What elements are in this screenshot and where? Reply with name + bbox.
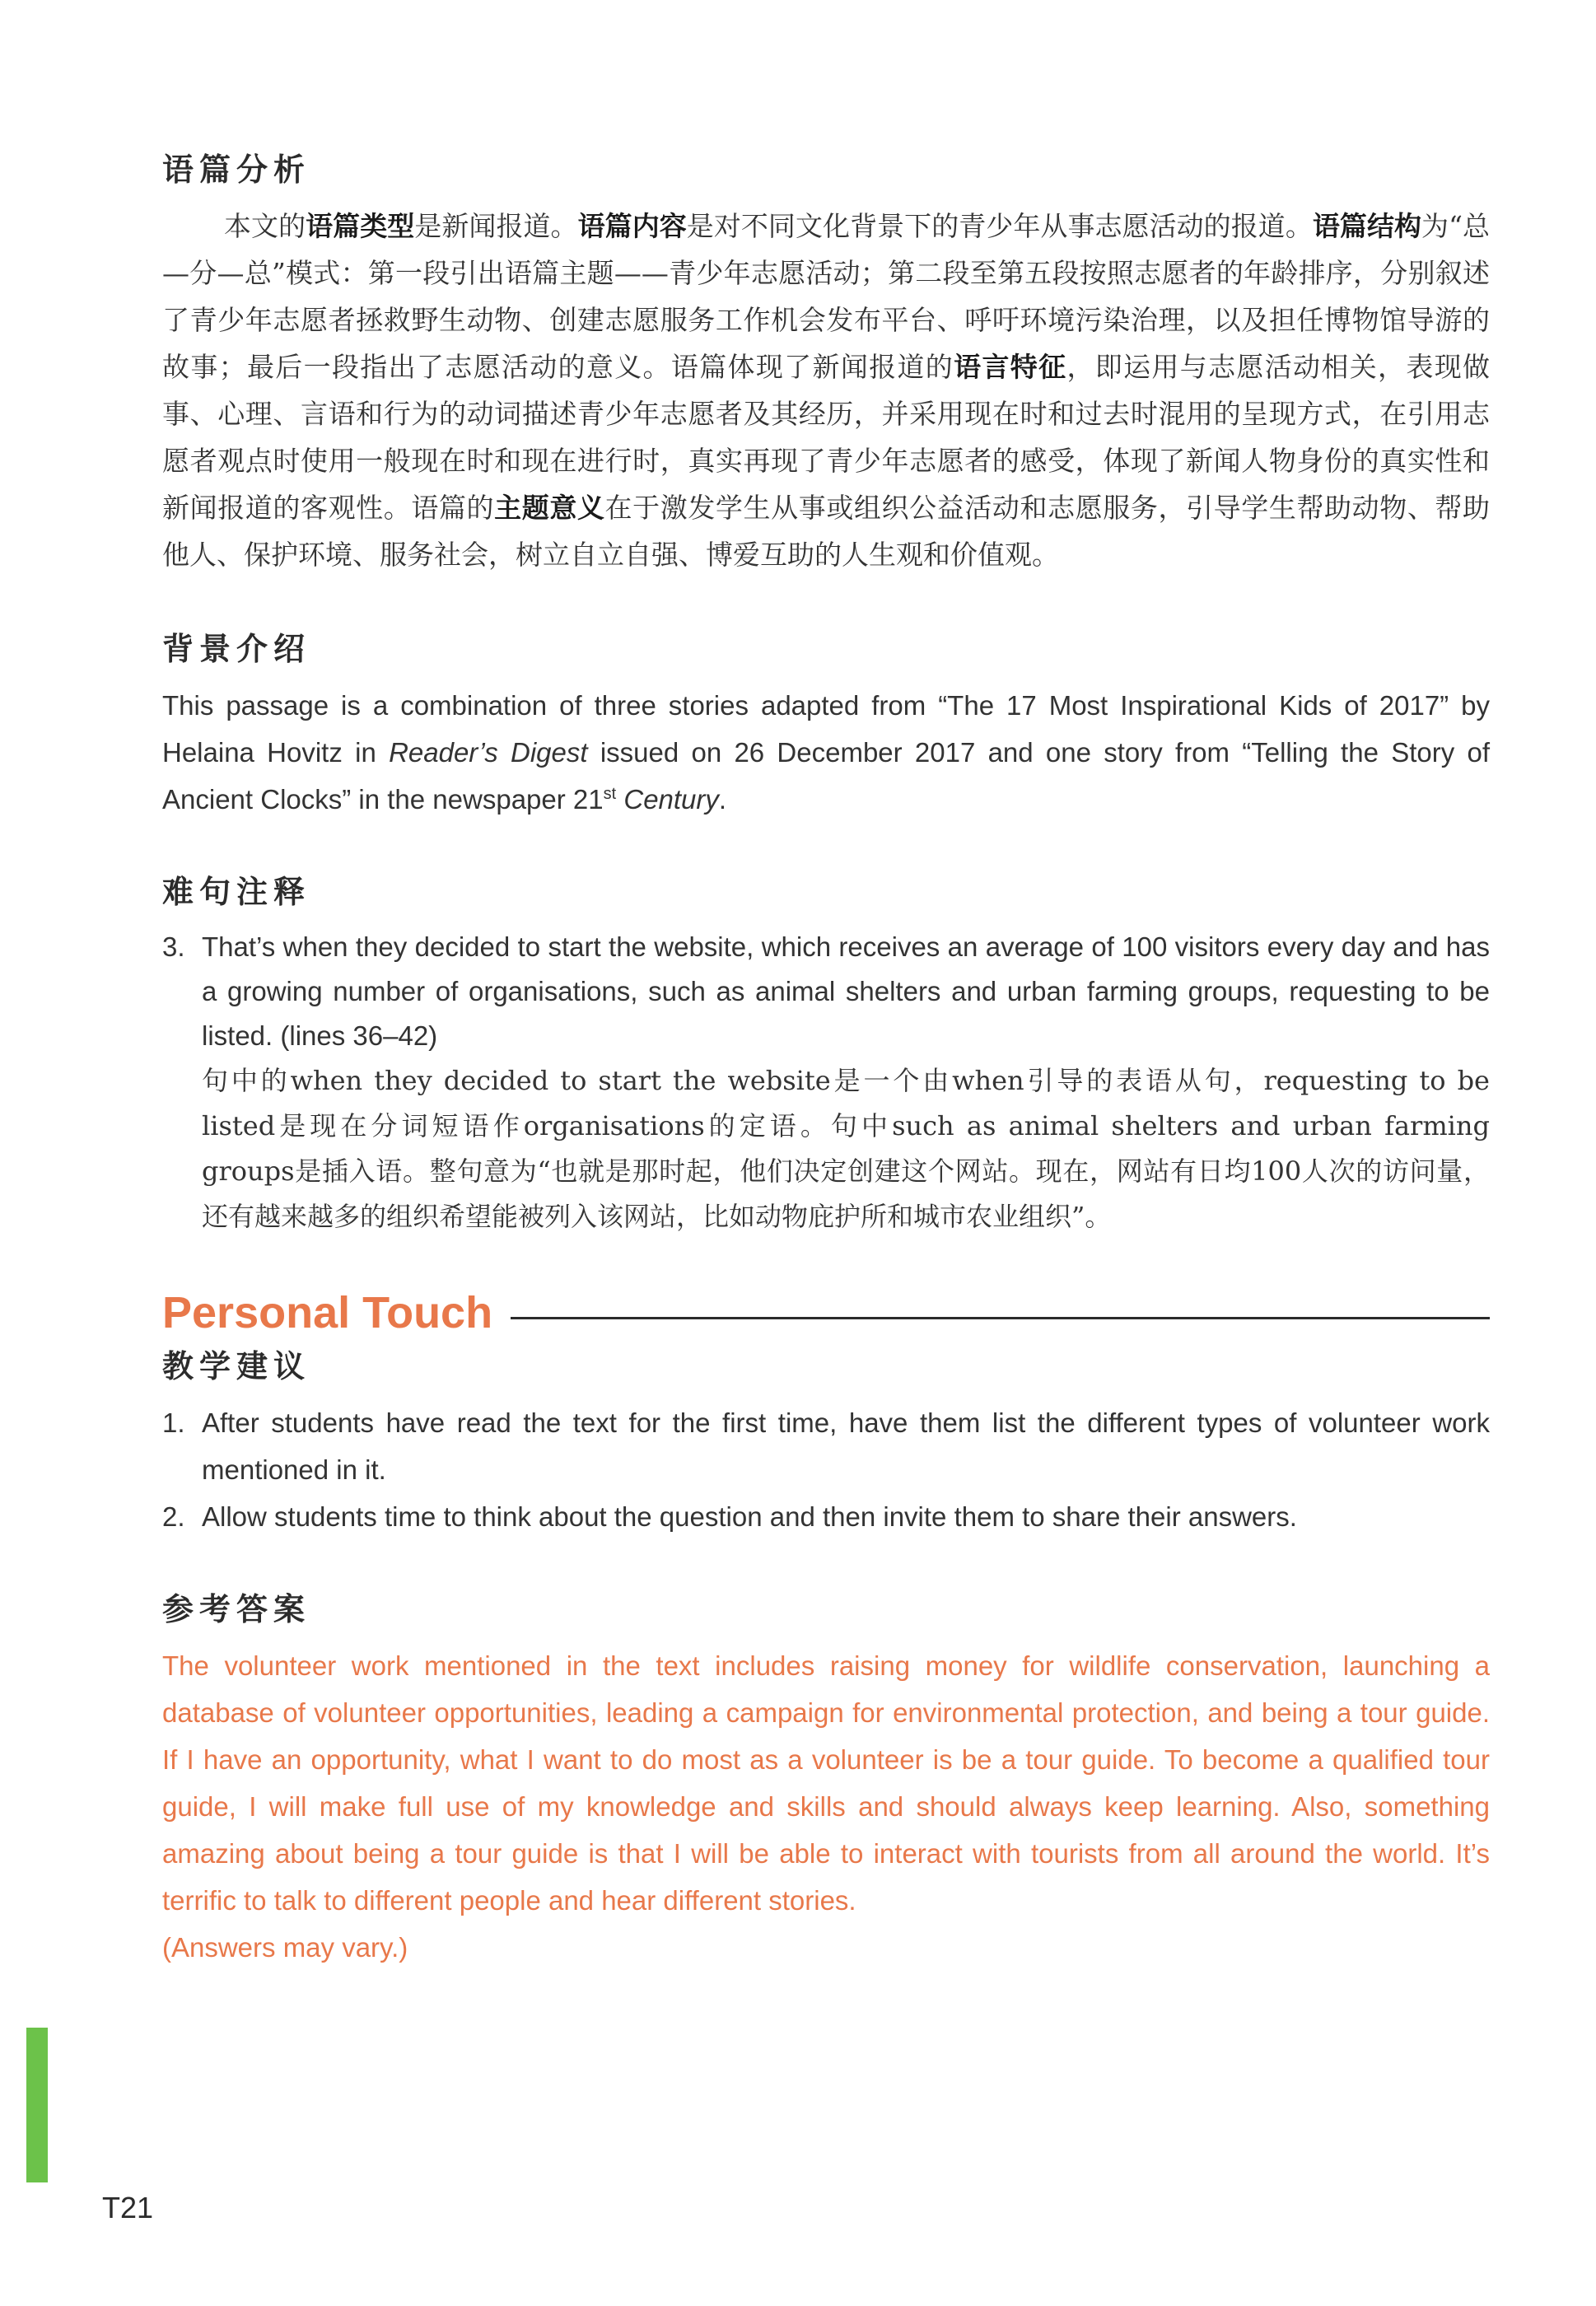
personal-touch-header	[162, 1284, 1490, 1342]
text-run: 在于激发学生从事或组织公益活动和志愿服务，引导学生帮助动物、帮助他人、保护环境、服务社会，树立自立自强、博爱互助的人生观和价值观。	[162, 492, 1491, 571]
text-run: 为“总—分—总”模式：第一段引出语篇主题——青少年志愿活动；第二段至第五段按照志愿者的年龄排序，分别叙述了青少年志愿者拯救野生动物、创建志愿服务工作机会发布平台、呼吁环境污染治理，以及担任博物馆导游的故事；最后一段指出了志愿活动的意义。语篇体现了新闻报道的	[162, 210, 1491, 383]
page-number: T21	[102, 2191, 154, 2224]
reference-answer-section	[162, 1588, 1490, 1971]
reference-answer-text: The volunteer work mentioned in the text includes raising money for wildlife conservation, launching a database of volunteer opportunities, leading a campaign for environmental protection, and being a tour guide. If I have an opportunity, what I want to do most as a volunteer is be a tour guide. To become a qualified tour guide, I will make full use of my knowledge and skills and should always keep learning. Also, something amazing about being a tour guide is that I will be able to interact with tourists from all around the world. It’s terrific to talk to different people and hear different stories.	[162, 1650, 1490, 1916]
discourse-analysis-title: 语篇分析	[162, 152, 311, 188]
item-number: 3.	[162, 931, 185, 962]
bold-term: 语篇类型	[306, 210, 415, 242]
text-run: issued on 26 December 2017 and one story from “Telling the Story of Ancient Clocks” in the newspaper 21	[162, 737, 1490, 815]
reference-answer-title: 参考答案	[162, 1591, 311, 1627]
difficult-sentence-section	[162, 871, 1490, 1239]
teaching-item	[162, 1399, 1490, 1493]
teaching-item-text: Allow students time to think about the question and then invite them to share their answers.	[202, 1501, 1297, 1532]
italic-title: Reader’s Digest	[389, 737, 588, 768]
bold-term: 语篇内容	[577, 210, 687, 242]
difficult-sentence-note: 句中的when they decided to start the website是一个由when引导的表语从句，requesting to be listed是现在分词短语作organisations的定语。句中such as animal shelters and urban farming groups是插入语。整句意为“也就是那时起，他们决定创建这个网站。现在，网站有日均100人次的访问量，还有越来越多的组织希望能被列入该网站，比如动物庇护所和城市农业组织”。	[202, 1065, 1490, 1232]
text-run: 是新闻报道。	[414, 210, 578, 242]
discourse-analysis-section	[162, 148, 1490, 578]
text-run: ，即运用与志愿活动相关，表现做事、心理、言语和行为的动词描述青少年志愿者及其经历，并采用现在时和过去时混用的呈现方式，在引用志愿者观点时使用一般现在时和现在进行时，真实再现了青少年志愿者的感受，体现了新闻人物身份的真实性和新闻报道的客观性。语篇的	[162, 351, 1491, 524]
bold-term: 语篇结构	[1312, 210, 1422, 242]
personal-touch-title: Personal Touch	[162, 1288, 493, 1337]
text-run: This passage is a combination of three stories adapted from “The 17 Most Inspirational Kids of 2017” by Helaina Hovitz in	[162, 690, 1490, 768]
text-run: .	[718, 784, 727, 815]
bold-term: 语言特征	[954, 351, 1067, 383]
background-paragraph	[162, 682, 1490, 823]
difficult-sentence-text: That’s when they decided to start the website, which receives an average of 100 visitors every day and has a growing number of organisations, such as animal shelters and urban farming groups, requesting to be listed. (lines 36–42)	[202, 931, 1490, 1051]
text-run: 是对不同文化背景下的青少年从事志愿活动的报道。	[686, 210, 1313, 242]
answer-note: (Answers may vary.)	[162, 1932, 408, 1963]
superscript: st	[603, 785, 617, 803]
personal-touch-rule	[511, 1317, 1490, 1319]
item-number: 2.	[162, 1501, 185, 1532]
discourse-analysis-paragraph	[162, 203, 1490, 578]
teaching-suggestion-title: 教学建议	[162, 1348, 311, 1384]
text-run: 本文的	[224, 210, 306, 242]
italic-title: Century	[616, 784, 719, 815]
page-edge-accent-bar	[26, 2028, 48, 2182]
bold-term: 主题意义	[494, 492, 605, 524]
background-section	[162, 628, 1490, 823]
teaching-suggestion-section	[162, 1345, 1490, 1540]
page-content	[162, 148, 1490, 1971]
teaching-item-text: After students have read the text for the first time, have them list the different types of volunteer work mentioned in it.	[202, 1407, 1490, 1485]
difficult-sentence-title: 难句注释	[162, 874, 311, 910]
teaching-item	[162, 1493, 1490, 1540]
difficult-sentence-item	[162, 925, 1490, 1058]
background-title: 背景介绍	[162, 631, 311, 667]
item-number: 1.	[162, 1407, 185, 1438]
